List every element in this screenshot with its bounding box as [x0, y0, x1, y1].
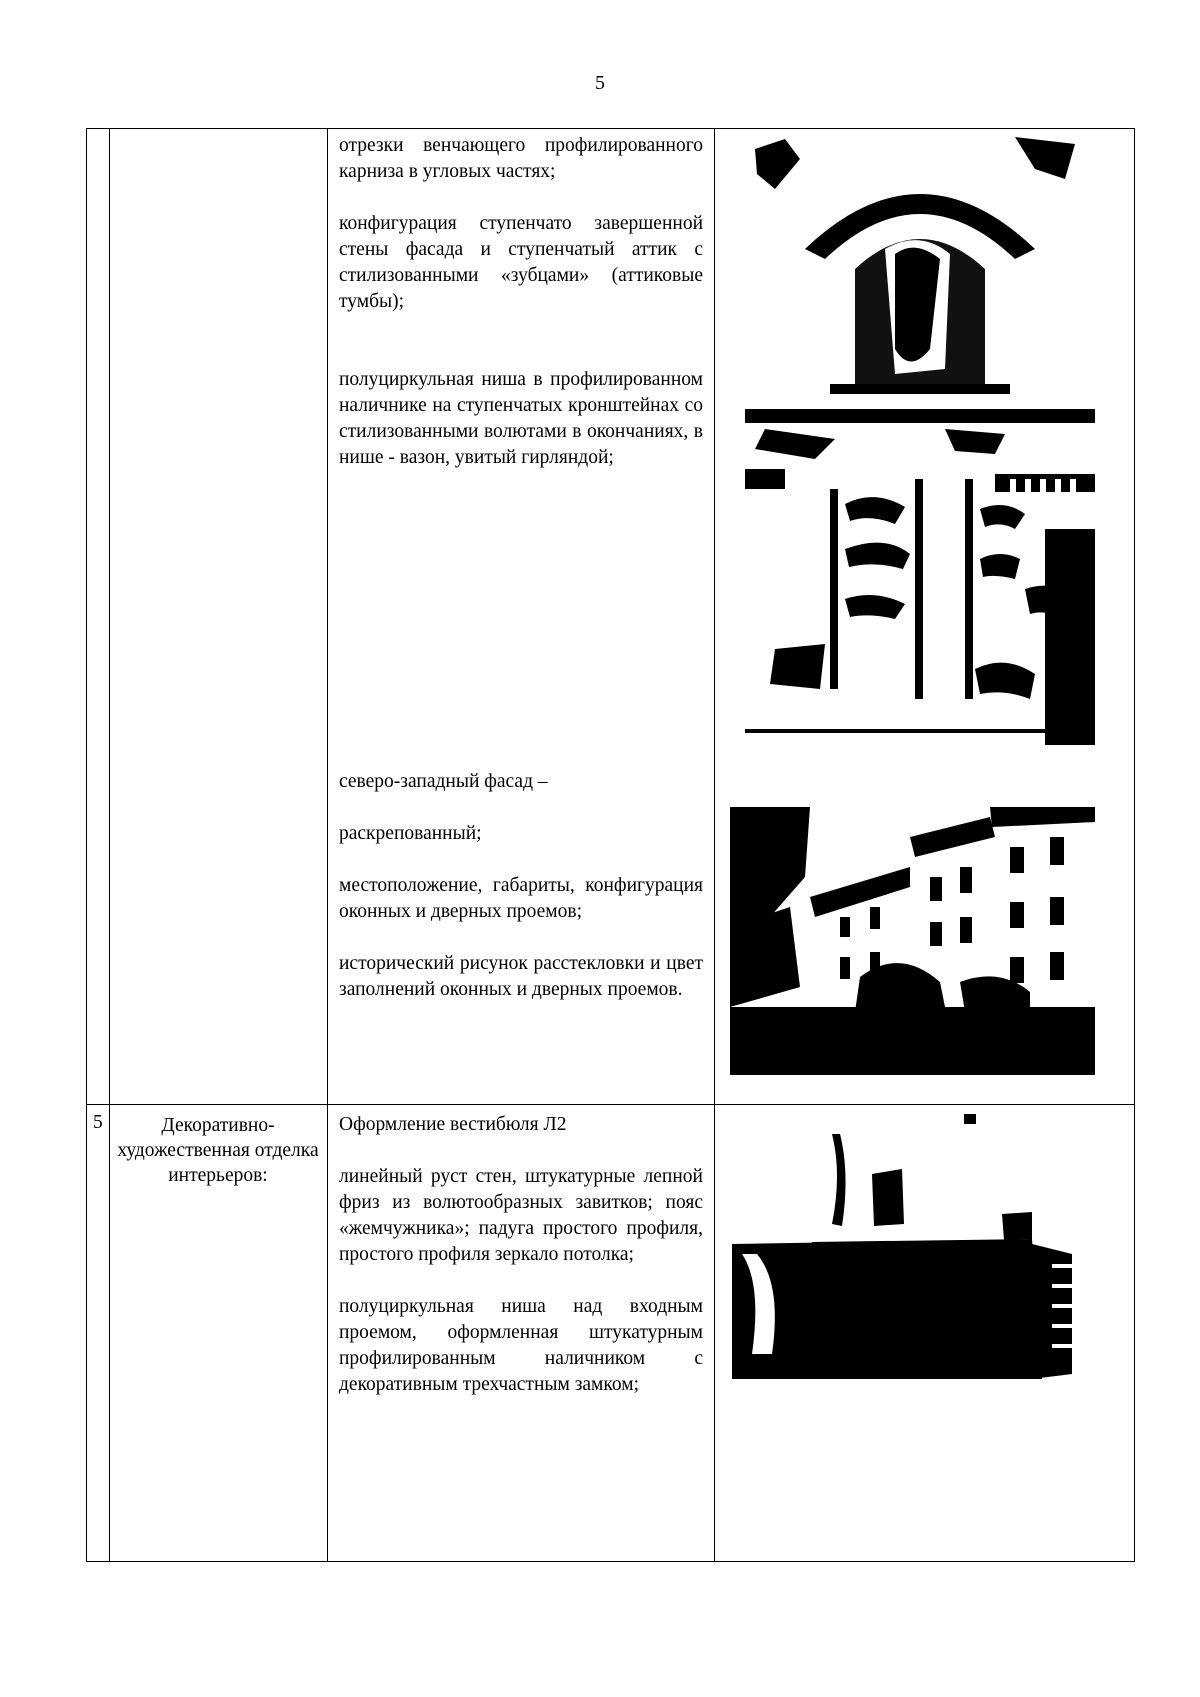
- northwest-facade-photo: [730, 807, 1095, 1075]
- feature-paragraph: конфигурация ступенчато завершенной стены фасада и ступенчатый аттик с стилизованными «зубцами» (аттиковые тумбы);: [339, 213, 703, 312]
- section-title: Декоративно-художественная отделка интерьеров:: [117, 1115, 319, 1186]
- column-divider: [327, 129, 328, 1561]
- page-number: 5: [595, 72, 605, 94]
- niche-vase-photo: [745, 129, 1095, 745]
- column-divider: [714, 129, 715, 1561]
- row-number: 5: [93, 1112, 103, 1133]
- features-text-block-3: [339, 1112, 703, 1398]
- row-divider: [87, 1104, 1134, 1105]
- features-text-block-1: [339, 133, 703, 471]
- vestibule-photo: [732, 1114, 1095, 1379]
- feature-paragraph: полуциркульная ниша в профилированном наличнике на ступенчатых кронштейнах со стилизованными волютами в окончаниях, в нише - вазон, увитый гирляндой;: [339, 369, 703, 468]
- feature-paragraph: линейный руст стен, штукатурные лепной фриз из волютообразных завитков; пояс «жемчужника»; падуга простого профиля, простого профиля зеркало потолка;: [339, 1166, 703, 1265]
- features-text-block-2: [339, 769, 703, 1003]
- feature-paragraph: отрезки венчающего профилированного карниза в угловых частях;: [339, 135, 703, 182]
- feature-paragraph: раскрепованный;: [339, 823, 482, 844]
- section-subtitle: Оформление вестибюля Л2: [339, 1114, 567, 1135]
- feature-paragraph: местоположение, габариты, конфигурация оконных и дверных проемов;: [339, 875, 703, 922]
- feature-paragraph: исторический рисунок расстекловки и цвет заполнений оконных и дверных проемов.: [339, 953, 703, 1000]
- monument-features-table: [86, 128, 1135, 1562]
- feature-paragraph: полуциркульная ниша над входным проемом, оформленная штукатурным профилированным наличником с декоративным трехчастным замком;: [339, 1296, 703, 1395]
- feature-paragraph: северо-западный фасад –: [339, 771, 548, 792]
- column-divider: [109, 129, 110, 1561]
